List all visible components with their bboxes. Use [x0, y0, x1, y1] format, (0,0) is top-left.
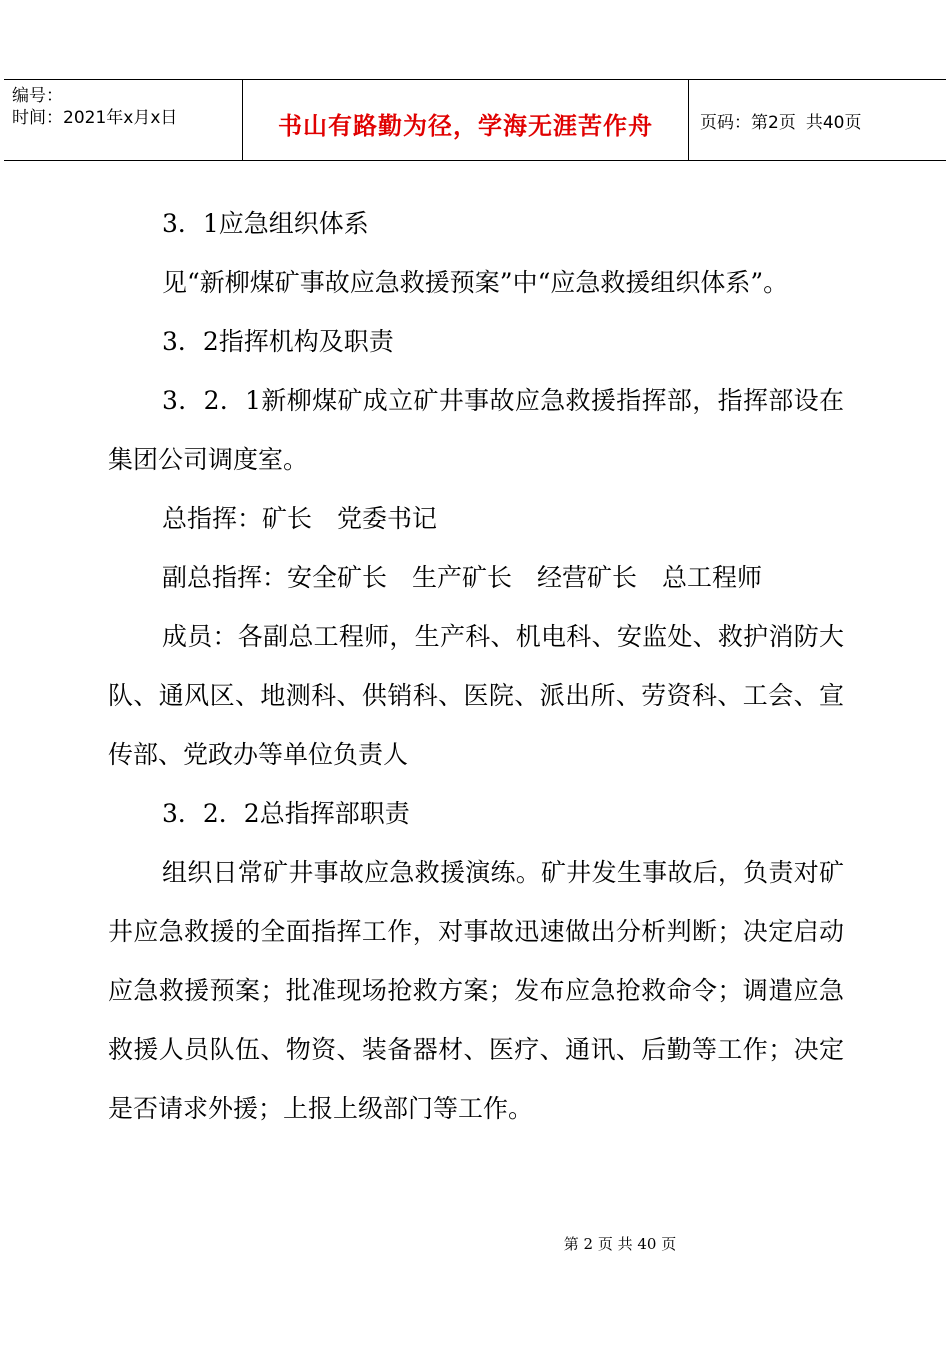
paragraph: 成员：各副总工程师，生产科、机电科、安监处、救护消防大队、通风区、地测科、供销科、医院、派出所、劳资科、工会、宣传部、党政办等单位负责人 — [108, 622, 844, 769]
paragraph: 组织日常矿井事故应急救援演练。矿井发生事故后，负责对矿井应急救援的全面指挥工作，对事故迅速做出分析判断；决定启动应急救援预案；批准现场抢救方案；发布应急抢救命令；调遣应急救援人员队伍、物资、装备器材、医疗、通讯、后勤等工作；决定是否请求外援；上报上级部门等工作。 — [108, 858, 844, 1123]
motto-text: 书山有路勤为径，学海无涯苦作舟 — [278, 111, 653, 140]
document-body — [108, 194, 844, 1138]
section-heading: 3．2．2总指挥部职责 — [162, 799, 410, 828]
header-motto-cell — [243, 80, 689, 160]
paragraph: 见“新柳煤矿事故应急救援预案”中“应急救援组织体系”。 — [162, 268, 789, 297]
page-total-label: 共40页 — [805, 112, 862, 133]
paragraph: 3．2．1新柳煤矿成立矿井事故应急救援指挥部，指挥部设在集团公司调度室。 — [108, 386, 844, 474]
page-number-label: 页码：第2页 — [700, 112, 796, 133]
section-heading: 3．2指挥机构及职责 — [162, 327, 394, 356]
header-page-cell — [689, 80, 946, 160]
time-label: 时间：2021年x月x日 — [12, 108, 178, 128]
number-label: 编号： — [12, 86, 63, 106]
page-footer: 第 2 页 共 40 页 — [563, 1235, 677, 1253]
paragraph: 总指挥：矿长 党委书记 — [162, 504, 438, 533]
page-header — [4, 79, 946, 161]
paragraph: 副总指挥：安全矿长 生产矿长 经营矿长 总工程师 — [162, 563, 763, 592]
section-heading: 3．1应急组织体系 — [162, 209, 369, 238]
header-meta-cell — [4, 80, 243, 160]
